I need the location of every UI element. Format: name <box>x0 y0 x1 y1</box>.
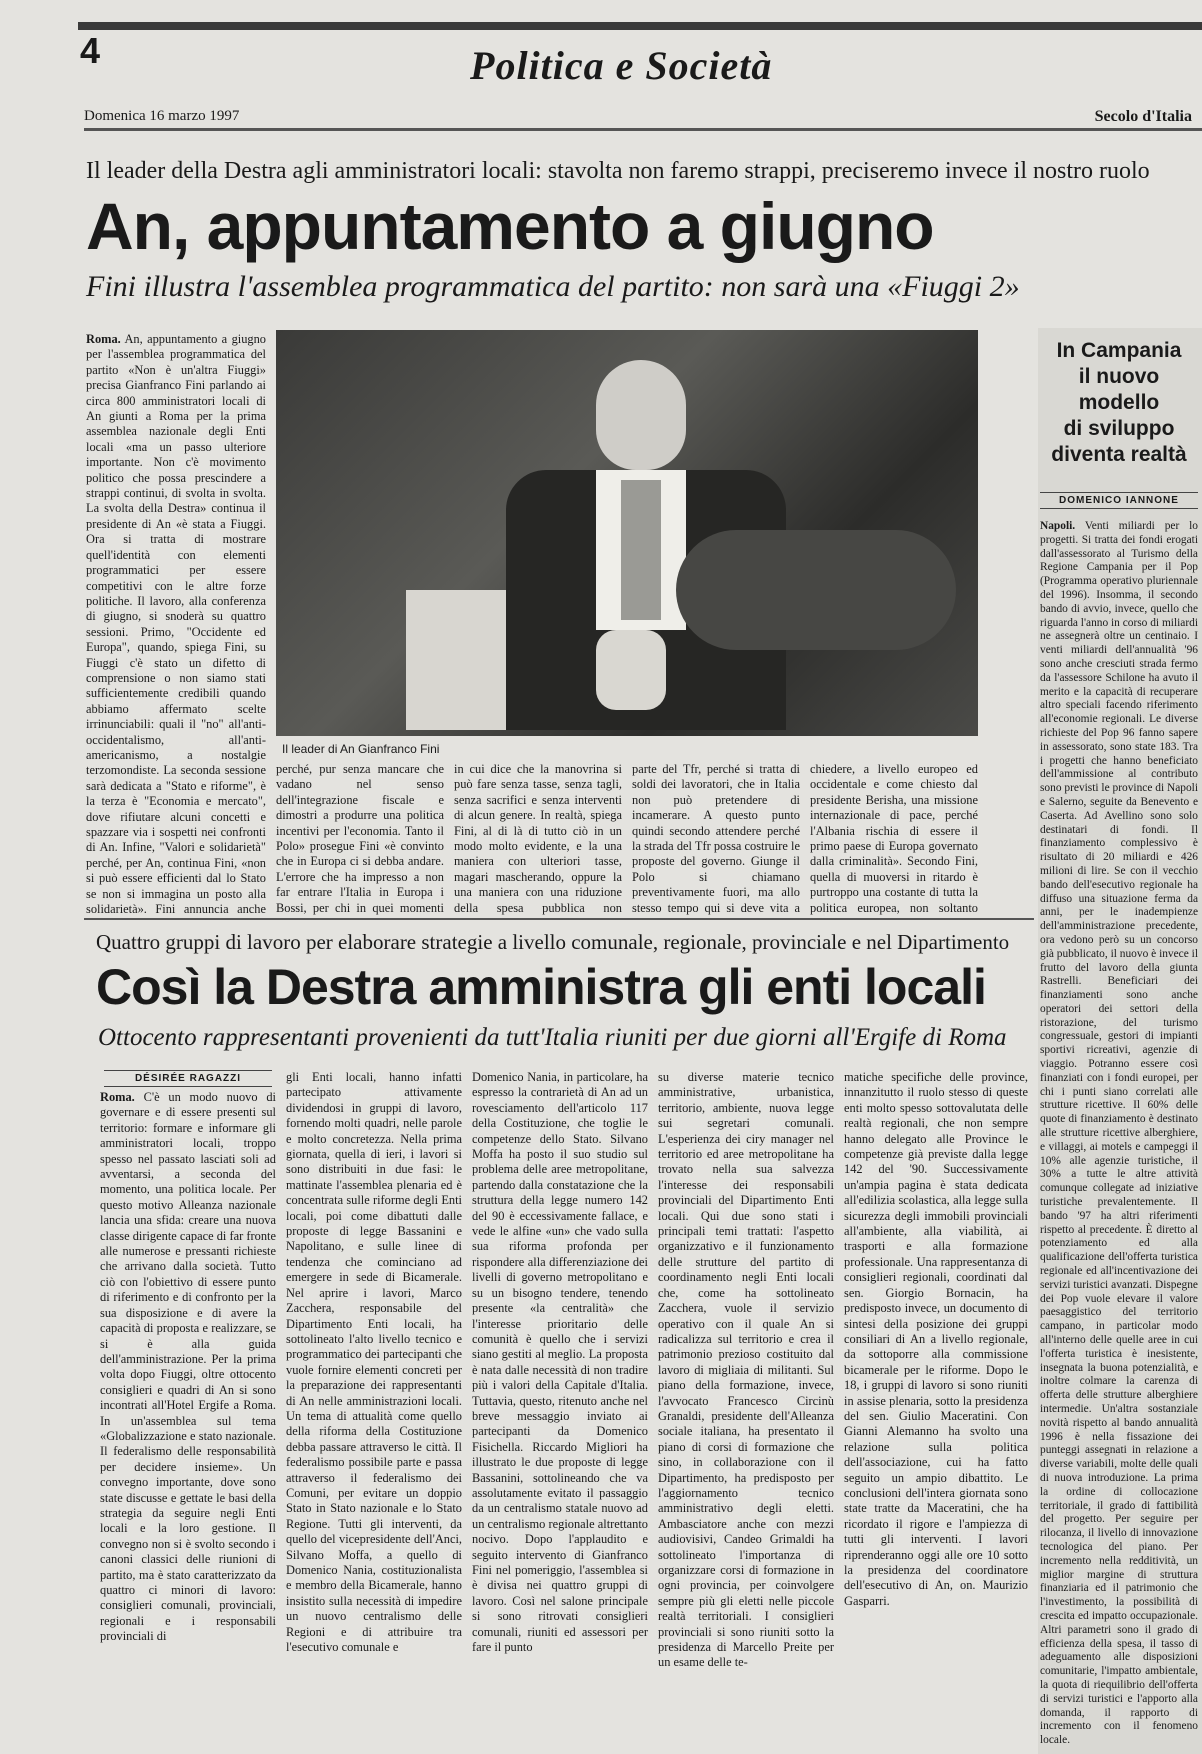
section-initial-p: P <box>470 43 496 88</box>
main-column-4: chiedere, a livello europeo ed occidentale e come chiesto dal presidente Berisha, una missione internazionale di pace, perché l'Albania rischia di essere il primo paese di Europa governato dalla criminalità». Secondo Fini, quella di muoversi in ritardo è purtroppo una costante di tutta la politica europea, non soltanto <box>810 762 978 915</box>
second-column-2: gli Enti locali, hanno infatti partecipato attivamente dividendosi in gruppi di lavoro, fornendo molti quadri, nelle parole e molto concretezza. Nella prima giornata, quella di ieri, i lavori si sono distribuiti in due fasi: le mattinate l'assemblea plenaria ed è concentrata sulle riforme degli Enti locali, poi come dibattuti dalle proposte di legge Bassanini e Napolitano, e sulle linee di tendenza che cominciano ad emergere in sede di Bicamerale. Nel aprire i lavori, Marco Zacchera, responsabile del Dipartimento Enti locali, ha sottolineato l'alto livello tecnico e programmatico dei partecipanti che vuole fornire elementi concreti per la preparazione dei rappresentanti di An nelle amministrazioni locali. Un tema di attualità come quello della riforma della Costituzione debba passare attraverso le città. Il federalismo possibile parte e passa attraverso il federalismo dei Comuni, per evitare un doppio Stato in Stato nazionale e lo Stato Regione. Tutti gli interventi, da quello del vicepresidente dell'Anci, Silvano Moffa, a quello di Domenico Nania, costituzionalista e membro della Bicamerale, hanno insistito sulla necessità di impedire un nuovo centralismo delle Regioni e di attribuire tra l'esecutivo comunale e <box>286 1070 462 1655</box>
photo-tie <box>621 480 661 620</box>
top-rule <box>78 22 1202 30</box>
main-dateline: Roma. <box>86 332 121 346</box>
sidebar-author: DOMENICO IANNONE <box>1040 492 1198 509</box>
sidebar-title <box>1040 338 1198 468</box>
sidebar-title-line: In Campania <box>1056 339 1182 362</box>
photo-hand <box>596 630 666 710</box>
second-kicker: Quattro gruppi di lavoro per elaborare strategie a livello comunale, regionale, provinciale e nel Dipartimento <box>96 930 1010 954</box>
sidebar-title-line: il nuovo <box>1078 365 1160 388</box>
header-rule <box>84 128 1202 131</box>
section-initial-s: S <box>645 43 669 88</box>
article-divider <box>84 918 1034 920</box>
sidebar-body: Venti miliardi per lo progetti. Si tratta dei fondi erogati dall'assessorato al Turismo della Regione Campania per il Pop (Programma operativo pluriennale del 1996). Insomma, il secondo bando di avvio, invece, quello che riguarda l'anno in corso di miliardi ne assegnerà oltre un centinaio. I venti miliardi dell'annualità '96 sono anche cresciuti strada fermo da l'assessore Schilone ha avuto il merito e la capacità di recuperare altro speciali facendo riferimento all'economie regionali. Le diverse richieste del Pop 96 fanno sapere in assessorato, sono state 183. Tra i progetti che hanno beneficiato dell'ammissione al contributo sono previsti le province di Napoli e Salerno, seguite da Benevento e Caserta. Ad Avellino sono solo destinatari di fondi. Il finanziamento complessivo è risultato di 20 miliardi e 426 milioni di lire. Se con il vecchio bando dell'esecutivo regionale ha diffuso una situazione ferma da anni, per le inadempienze dell'amministrazione precedente, ora vedono però su un concorso già pubblicato, il nuovo è invece il frutto del lavoro della giunta Rastrelli. Beneficiari dei finanziamenti sono anche operatori dei settori della ristorazione, del turismo congressuale, gestori di impianti sportivi ricreativi, agenzie di viaggio. Potranno essere così finanziati con i fondi europei, per chi i punti siano correlati alle strutture ricettive. Il 60% delle quote di finanziamento è destinato alle strutture ricettive alberghiere, e villaggi, ai motels e campeggi il 10% alle agenzie turistiche, il 30% a tutte le altre attività comunque collegate ad iniziative turistiche prevalentemente. Il bando '97 ha altri riferimenti rispetto al precedente. È diretto al potenziamento ed alla qualificazione dell'offerta turistica regionale ed all'incentivazione dei servizi turistici avanzati. Dispegne dei Pop vuole elevare il valore paesaggistico del territorio campano, in particolar modo all'interno delle quelle aree in cui l'offerta turistica è inesistente, insegnata la buona potenzialità, e inoltre colmare la carenza di offerta delle strutture alberghiere intermedie. Un'altra sostanziale novità rispetto al bando annualità 1996 è nella fissazione dei punteggi assegnati in relazione a diverse variabili, molte delle quali di nuova introduzione. La prima la ordine di collocazione territoriale, il grado di fattibilità del progetto. Per seguire per rilocanza, il livello di innovazione tecnologica del piano. Per incremento nella redditività, un miglior margine di struttura finanziaria ed il patrimonio che l'investimento, la possibilità di crescita ed impatto occupazionale. Altri parametri sono il grado di efficienza della spesa, il tasso di adeguamento alle disposizioni comunitarie, l'impatto ambientale, la quota di riequilibrio dell'offerta di servizi turistici e l'apporto alla domanda, il rapporto di incremento con il fenomeno locale. <box>1040 520 1198 1746</box>
sidebar-text <box>1040 520 1198 1746</box>
second-author: DÉSIRÉE RAGAZZI <box>104 1070 272 1087</box>
second-headline: Così la Destra amministra gli enti locali <box>96 959 986 1015</box>
sidebar-dateline: Napoli. <box>1040 520 1076 532</box>
section-word-2: ocietà <box>668 43 773 88</box>
section-title <box>470 42 772 89</box>
main-headline: An, appuntamento a giugno <box>86 189 934 263</box>
second-subhead: Ottocento rappresentanti provenienti da tutt'Italia riuniti per due giorni all'Ergife di Roma <box>98 1024 1007 1051</box>
sidebar-title-line: modello <box>1078 391 1160 414</box>
photo-head <box>596 360 686 470</box>
main-column-2: in cui dice che la manovrina si può fare senza tasse, senza tagli, senza sacrifici e senza interventi di alcun genere. In realtà, spiega Fini, al di là di tutto ciò in un modo molto evidente, e la una maniera con ulteriori tasse, magari mascherando, oppure la una maniera con una riduzione della spesa pubblica non <box>454 762 622 915</box>
main-lead-column <box>86 332 266 916</box>
second-column-4: su diverse materie tecnico amministrative, urbanistica, territorio, ambiente, nuova legge sui segretari comunali. L'esperienza dei ciry manager nel territorio ed aree metropolitane ha trovato nella sua salvezza l'interesse dei responsabili provinciali del Dipartimento Enti locali. Qui due sono stati i principali temi trattati: l'aspetto organizzativo e il funzionamento delle strutture del partito di coordinamento negli Enti locali che, come ha sottolineato Zacchera, vuole il servizio operativo con il quale An si radicalizza sul territorio e crea il patrimonio prezioso costituito dal lavoro di migliaia di militanti. Sul piano della formazione, invece, l'avvocato Francesco Circinù Granaldi, presidente dell'Alleanza sociale italiana, ha presentato il piano di corsi di formazione che sino, in collaborazione con il Dipartimento, ha predisposto per l'aggiornamento tecnico amministrativo degli eletti. Ambasciatore anche con mezzi audiovisivi, Candeo Grimaldi ha sottolineato l'importanza di organizzare corsi di formazione in ogni provincia, per coinvolgere sempre più gli eletti nelle piccole realtà territoriali. I consiglieri provinciali si sono riuniti sotto la presidenza di Marcello Preite per un esame delle te- <box>658 1070 834 1670</box>
page-number: 4 <box>80 30 101 71</box>
main-column-3: parte del Tfr, perché si tratta di soldi dei lavoratori, che in Italia non può pretendere di incamerare. A questo punto quindi secondo attendere perché la strada del Tfr possa costruire le proposte del governo. Giunge il Polo si chiamano preventivamente fuori, ma allo stesso tempo qui si deve vita a <box>632 762 800 915</box>
main-kicker: Il leader della Destra agli amministratori locali: stavolta non faremo strappi, preciseremo invece il nostro ruolo <box>86 158 1150 184</box>
section-word-1: olitica e <box>495 43 646 88</box>
second-column-1 <box>100 1090 276 1740</box>
sidebar-title-line: di sviluppo <box>1063 417 1175 440</box>
second-column-3: Domenico Nania, in particolare, ha espresso la contrarietà di An ad un rovesciamento dell'articolo 117 della Costituzione, che toglie le competenze dello Stato. Silvano Moffa ha posto il suo studio sul problema delle aree metropolitane, partendo dalla constatazione che la struttura della legge numero 142 del 90 è eccessivamente fallace, e vede le alfine «un» che vado sulla sua riforma profonda per rispondere alla differenziazione dei livelli di governo metropolitano e su un bisogno tendere, tenendo presente «la centralità» che l'interesse prioritario delle comunità è quello che i servizi siano gestiti al meglio. La proposta è nata dalle necessità di non tradire più i valori della Capitale d'Italia. Tuttavia, questo, ritenuto anche nel breve messaggio inviato ai partecipanti da Domenico Fisichella. Riccardo Migliori ha illustrato le due proposte di legge Bassanini, sottolineando che va assolutamente evitato il passaggio da un centralismo statale nuovo ad un centralismo regionale altrettanto nocivo. Dopo l'applaudito e seguito intervento di Gianfranco Fini nel pomeriggio, l'assemblea si è divisa nei quattro gruppi di lavoro. Così nel salone principale si sono ritrovati consiglieri comunali, riuniti ed assessori per fare il punto <box>472 1070 648 1655</box>
second-dateline: Roma. <box>100 1090 135 1104</box>
main-column-1: perché, pur senza mancare che vadano nel senso dell'integrazione fiscale e dimostri a produrre una politica incentivi per l'economia. Tanto il Polo» prosegue Fini «è convinto che in Europa ci si debba andare. L'errore che ha impresso a non far entrare l'Italia in Europa i Bossi, per chi in quei momenti <box>276 762 444 915</box>
second-column-5: matiche specifiche delle province, innanzitutto il ruolo stesso di queste enti molto spesso sottovalutata delle realtà regionali, che non sempre hanno delegato alle Province le competenze già previste dalla legge 142 del '90. Successivamente un'ampia pagina è stata dedicata all'edilizia scolastica, alla legge sulla sicurezza degli immobili provinciali all'ambiente, alla viabilità, ai trasporti e alla formazione professionale. Una rappresentanza di consiglieri regionali, coordinati dal sen. Giorgio Bornacin, ha predisposto invece, un documento di sintesi della posizione dei gruppi consiliari di An a livello regionale, da sottoporre alla commissione bicamerale per le riforme. Dopo le 18, i gruppi di lavoro si sono riuniti in assise plenaria, sotto la presidenza del sen. Giulio Maceratini. Con Gianni Alemanno ha svolto una relazione sulla politica dell'associazione, cui ha fatto seguito un ampio dibattito. Le conclusioni dell'intera giornata sono state tratte da Maceratini, che ha ricordato il rigore e l'ampiezza di tutti gli interventi. I lavori riprenderanno oggi alle ore 10 sotto la presidenza del coordinatore dell'esecutivo di An, on. Maurizio Gasparri. <box>844 1070 1028 1608</box>
main-lead-text: An, appuntamento a giugno per l'assemblea programmatica del partito «Non è un'altra Fiuggi» precisa Gianfranco Fini parlando ai circa 800 amministratori locali di An giunti a Roma per la prima assemblea nazionale degli Enti locali «ma un passo ulteriore importante. Non c'è movimento politico che possa prescindere a strappi continui, di svolta in svolta. La svolta della Destra» continua il presidente di An «è stata a Fiuggi. Ora si tratta di mostrare quell'identità con elementi programmatici per essere competitivi con le altre forze politiche. Il lavoro, alla conferenza di giugno, si snoderà su quattro sessioni. Primo, "Occidente ed Europa", quando, spiega Fini, su Fiuggi c'è stato un difetto di comprensione o non siamo stati sufficientemente credibili quando abbiamo affermato scelte irrinunciabili: quali il "no" all'anti-occidentalismo, all'anti-americanismo, a nostalgie terzomondiste. La seconda sessione sarà dedicata a "Stato e riforme", è la terza è "Economia e mercato", dove rifiutare alcuni concetti e spazzare via i sospetti nei confronti di An. Infine, "Valori e solidarietà" perché, per An, continua Fini, «non si può essere efficienti dal lo Stato se non si immagina un posto alla solidarietà». Fini annuncia anche <box>86 332 266 916</box>
main-subhead: Fini illustra l'assemblea programmatica del partito: non sarà una «Fiuggi 2» <box>86 270 1020 303</box>
second-column-1-text: C'è un modo nuovo di governare e di essere presenti sul territorio: formare e informare gli amministratori locali, troppo spesso nel passato lasciati soli ad avventarsi, a seconda del momento, una politica locale. Per questo motivo Alleanza nazionale lancia una sfida: creare una nuova classe dirigente capace di far fronte alle numerose e pressanti richieste che arrivano dalla società. Tutto ciò con l'obiettivo di essere punto di riferimento e di confronto per la sua disposizione e di avere la capacità di proposta e realizzare, se si è alla guida dell'amministrazione. Per la prima volta dopo Fiuggi, oltre ottocento consiglieri e quadri di An si sono incontrati all'Hotel Ergife a Roma. In un'assemblea sul tema «Globalizzazione e stato nazionale. Il federalismo delle responsabilità per decidere insieme». Un convegno importante, dove sono state discusse e gettate le basi della strategia da seguire negli Enti locali e la loro gestione. Il convegno non si è svolto secondo i canoni classici delle riunioni di partito, ma è stato caratterizzato da quattro ci minori di lavoro: consiglieri comunali, provinciali, regionali e i responsabili provinciali di <box>100 1090 276 1644</box>
photo-leg <box>676 530 956 650</box>
fini-photo <box>276 330 978 736</box>
masthead: Secolo d'Italia <box>1094 108 1192 125</box>
photo-caption: Il leader di An Gianfranco Fini <box>282 742 440 756</box>
issue-date: Domenica 16 marzo 1997 <box>84 108 240 124</box>
sidebar-title-line: diventa realtà <box>1051 443 1187 466</box>
